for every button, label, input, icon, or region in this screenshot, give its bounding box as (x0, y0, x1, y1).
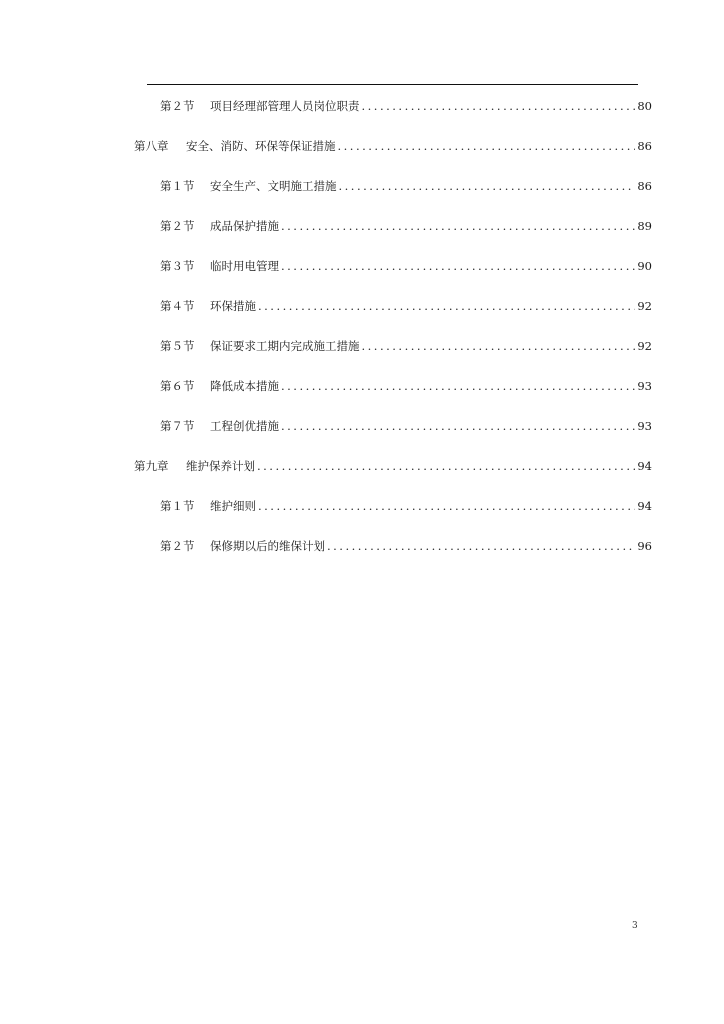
toc-entry-number: 第５节 (160, 339, 195, 353)
toc-entry-title: 工程创优措施 (210, 419, 279, 433)
toc-leader-dots (258, 296, 635, 316)
toc-entry[interactable] (160, 376, 652, 396)
toc-entry-page: 80 (637, 99, 652, 113)
toc-entry[interactable] (160, 496, 652, 516)
toc-entry-title: 保证要求工期内完成施工措施 (210, 339, 360, 353)
toc-entry-title: 安全、消防、环保等保证措施 (186, 139, 336, 153)
toc-entry-title: 环保措施 (210, 299, 256, 313)
toc-entry-number: 第３节 (160, 259, 195, 273)
toc-entry[interactable] (160, 416, 652, 436)
toc-entry[interactable] (160, 536, 652, 556)
toc-entry-page: 94 (637, 459, 652, 473)
toc-entry-title: 保修期以后的维保计划 (210, 539, 325, 553)
toc-entry-title: 成品保护措施 (210, 219, 279, 233)
toc-entry-number: 第６节 (160, 379, 195, 393)
toc-entry-number: 第７节 (160, 419, 195, 433)
toc-entry-number: 第４节 (160, 299, 195, 313)
toc-entry[interactable] (160, 216, 652, 236)
toc-entry-number: 第１节 (160, 499, 195, 513)
toc-entry-title: 安全生产、文明施工措施 (210, 179, 337, 193)
toc-entry-page: 90 (637, 259, 652, 273)
toc-entry[interactable] (160, 176, 652, 196)
toc-leader-dots (281, 376, 635, 396)
toc-entry[interactable] (160, 256, 652, 276)
toc-entry-title: 临时用电管理 (210, 259, 279, 273)
toc-leader-dots (281, 216, 635, 236)
toc-entry[interactable] (160, 96, 652, 116)
toc-entry[interactable] (160, 296, 652, 316)
toc-entry-page: 93 (637, 379, 652, 393)
toc-entry[interactable] (134, 136, 652, 156)
toc-leader-dots (362, 336, 636, 356)
toc-leader-dots (258, 496, 635, 516)
toc-entry-number: 第八章 (134, 139, 169, 153)
toc-entry-title: 维护保养计划 (186, 459, 255, 473)
toc-leader-dots (281, 256, 635, 276)
toc-entry-page: 86 (637, 179, 652, 193)
toc-entry-page: 86 (637, 139, 652, 153)
toc-leader-dots (257, 456, 635, 476)
toc-entry-number: 第２节 (160, 99, 195, 113)
toc-entry-page: 94 (637, 499, 652, 513)
toc-entry-title: 降低成本措施 (210, 379, 279, 393)
toc-entry-page: 89 (637, 219, 652, 233)
toc-entry-title: 维护细则 (210, 499, 256, 513)
toc-entry-page: 92 (637, 339, 652, 353)
toc-leader-dots (338, 136, 636, 156)
toc-entry-page: 92 (637, 299, 652, 313)
toc-entry-number: 第２节 (160, 219, 195, 233)
toc-entry-page: 93 (637, 419, 652, 433)
toc-entry[interactable] (160, 336, 652, 356)
header-rule (147, 84, 638, 85)
toc-entry-number: 第２节 (160, 539, 195, 553)
toc-leader-dots (327, 536, 635, 556)
toc-leader-dots (281, 416, 635, 436)
toc-entry-number: 第１节 (160, 179, 195, 193)
toc-entry[interactable] (134, 456, 652, 476)
toc-leader-dots (339, 176, 636, 196)
toc-entry-page: 96 (637, 539, 652, 553)
toc-entry-number: 第九章 (134, 459, 169, 473)
toc-entry-title: 项目经理部管理人员岗位职责 (210, 99, 360, 113)
page-number: 3 (632, 921, 638, 931)
toc-leader-dots (362, 96, 636, 116)
